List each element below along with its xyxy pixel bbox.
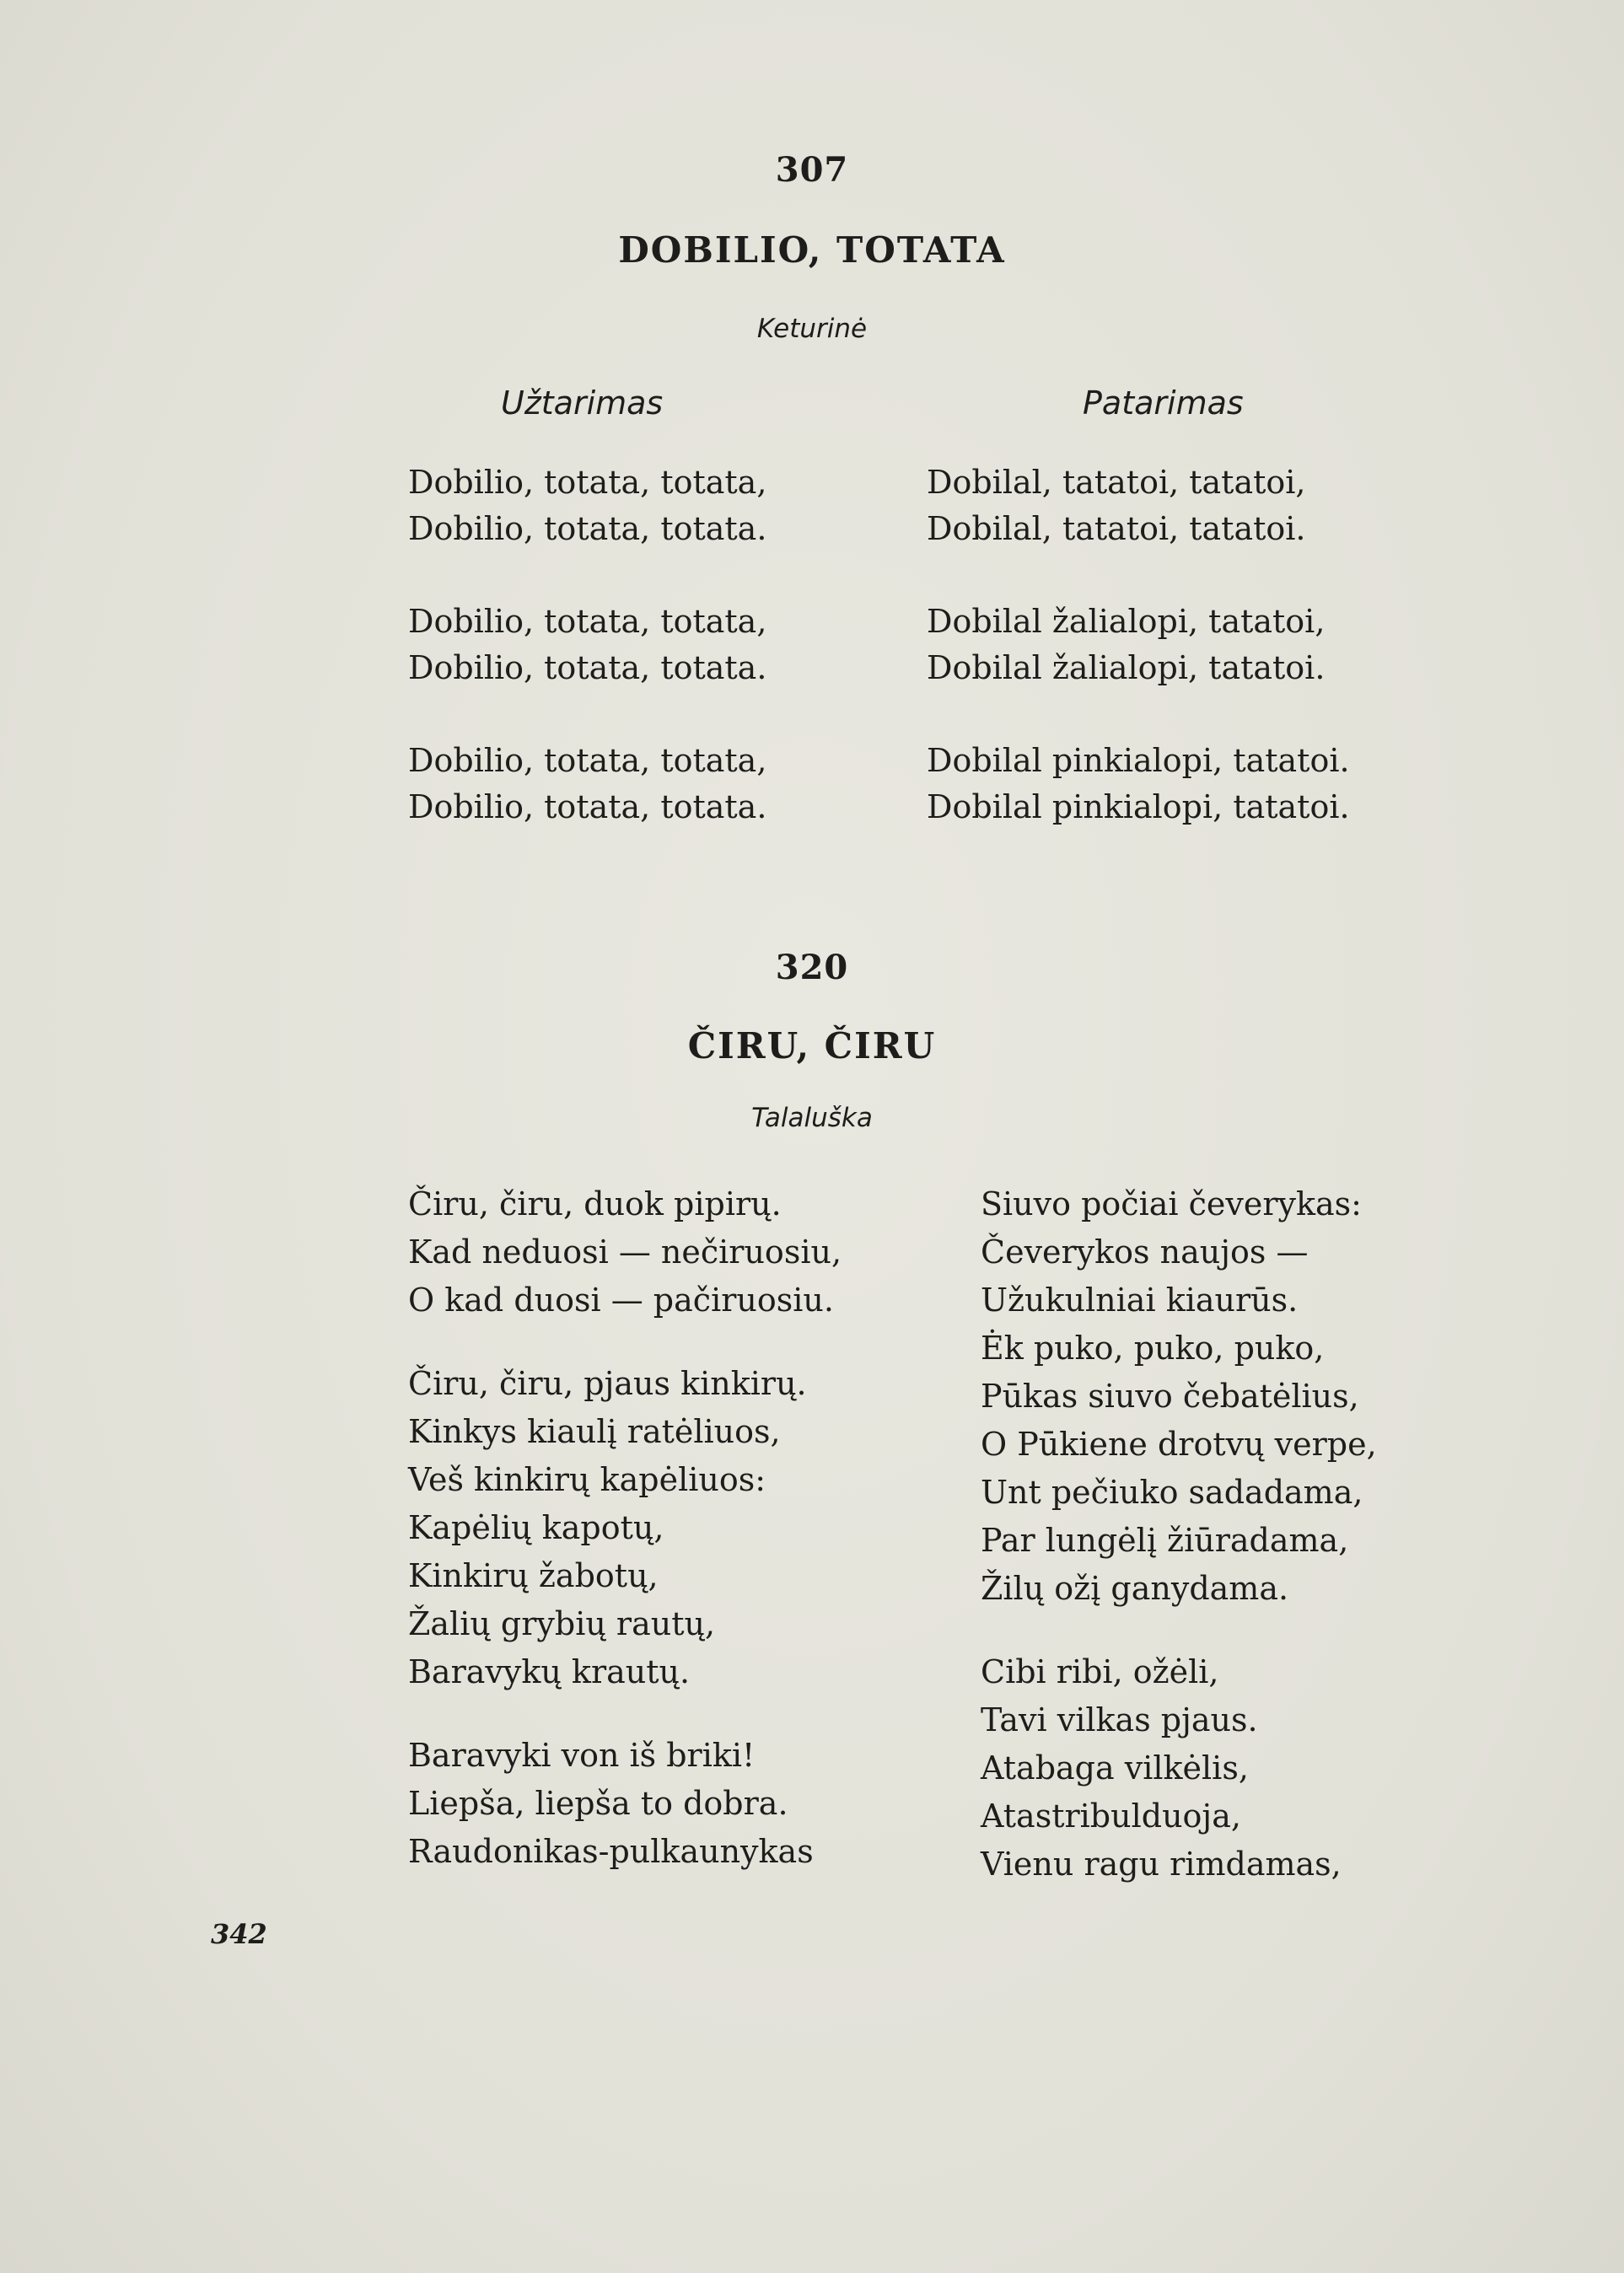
verse-line: Baravykų krautų.: [408, 1653, 691, 1690]
verse-line: Kinkys kiaulį ratėliuos,: [408, 1413, 781, 1450]
verse-line: Dobilal pinkialopi, tatatoi.: [927, 742, 1350, 779]
verse-line: Dobilio, totata, totata,: [408, 742, 767, 779]
verse-line: Dobilal žalialopi, tatatoi,: [927, 603, 1326, 640]
verse-line: Liepša, liepša to dobra.: [408, 1785, 788, 1822]
verse-line: Pūkas siuvo čebatėlius,: [981, 1378, 1359, 1415]
verse-line: Čiru, čiru, duok pipirų.: [408, 1185, 782, 1222]
verse-line: Žilų ožį ganydama.: [981, 1570, 1289, 1607]
verse-line: Atastribulduoja,: [981, 1797, 1241, 1835]
verse-line: Dobilal žalialopi, tatatoi.: [927, 649, 1326, 686]
verse-line: O Pūkiene drotvų verpe,: [981, 1426, 1377, 1463]
verse-column-right: [981, 1180, 1377, 1889]
song-subtitle: Talaluška: [751, 1103, 873, 1133]
stanza: [408, 1360, 842, 1696]
verse-line: Dobilal, tatatoi, tatatoi.: [927, 510, 1306, 547]
verse-line: Dobilio, totata, totata,: [408, 603, 767, 640]
verse-line: Baravyki von iš briki!: [408, 1737, 756, 1774]
stanza: [981, 1648, 1377, 1889]
verse-line: Kapėlių kapotų,: [408, 1509, 664, 1546]
stanza: [408, 459, 766, 552]
verse-line: Cibi ribi, ožėli,: [981, 1653, 1219, 1690]
verse-line: O kad duosi — pačiruosiu.: [408, 1282, 834, 1319]
verse-column-left: [408, 459, 766, 830]
song-number: 307: [775, 150, 849, 190]
verse-line: Atabaga vilkėlis,: [981, 1749, 1249, 1787]
verse-line: Veš kinkirų kapėliuos:: [408, 1461, 766, 1498]
verse-line: Dobilio, totata, totata.: [408, 788, 767, 825]
stanza: [408, 599, 766, 691]
verse-line: Dobilal, tatatoi, tatatoi,: [927, 464, 1306, 501]
song-number: 320: [775, 948, 849, 987]
stanza: [408, 738, 766, 830]
verse-line: Kad neduosi — nečiruosiu,: [408, 1233, 842, 1271]
verse-line: Par lungėlį žiūradama,: [981, 1522, 1349, 1559]
verse-line: Unt pečiuko sadadama,: [981, 1474, 1363, 1511]
verse-line: Dobilio, totata, totata.: [408, 510, 767, 547]
verse-line: Dobilio, totata, totata,: [408, 464, 767, 501]
verse-line: Raudonikas-pulkaunykas: [408, 1833, 814, 1870]
verse-line: Užukulniai kiaurūs.: [981, 1282, 1299, 1319]
song-title: DOBILIO, TOTATA: [618, 229, 1006, 271]
verse-line: Dobilio, totata, totata.: [408, 649, 767, 686]
stanza: [927, 459, 1350, 552]
stanza: [927, 738, 1350, 830]
verse-line: Čeverykos naujos —: [981, 1233, 1309, 1271]
verse-line: Žalių grybių rautų,: [408, 1605, 716, 1642]
column-heading-left: Užtarimas: [501, 384, 664, 422]
stanza: [408, 1180, 842, 1325]
verse-line: Čiru, čiru, pjaus kinkirų.: [408, 1365, 807, 1402]
verse-line: Dobilal pinkialopi, tatatoi.: [927, 788, 1350, 825]
song-title: ČIRU, ČIRU: [687, 1025, 937, 1067]
verse-line: Kinkirų žabotų,: [408, 1557, 659, 1594]
verse-column-right: [927, 459, 1350, 830]
song-subtitle: Keturinė: [756, 314, 868, 344]
verse-line: Tavi vilkas pjaus.: [981, 1701, 1258, 1738]
verse-line: Vienu ragu rimdamas,: [981, 1846, 1342, 1883]
page-number: 342: [211, 1918, 267, 1950]
column-heading-right: Patarimas: [1083, 384, 1244, 422]
verse-line: Siuvo počiai čeverykas:: [981, 1185, 1362, 1222]
verse-line: Ėk puko, puko, puko,: [981, 1330, 1325, 1367]
stanza: [408, 1732, 842, 1876]
verse-column-left: [408, 1180, 842, 1876]
stanza: [981, 1180, 1377, 1613]
stanza: [927, 599, 1350, 691]
